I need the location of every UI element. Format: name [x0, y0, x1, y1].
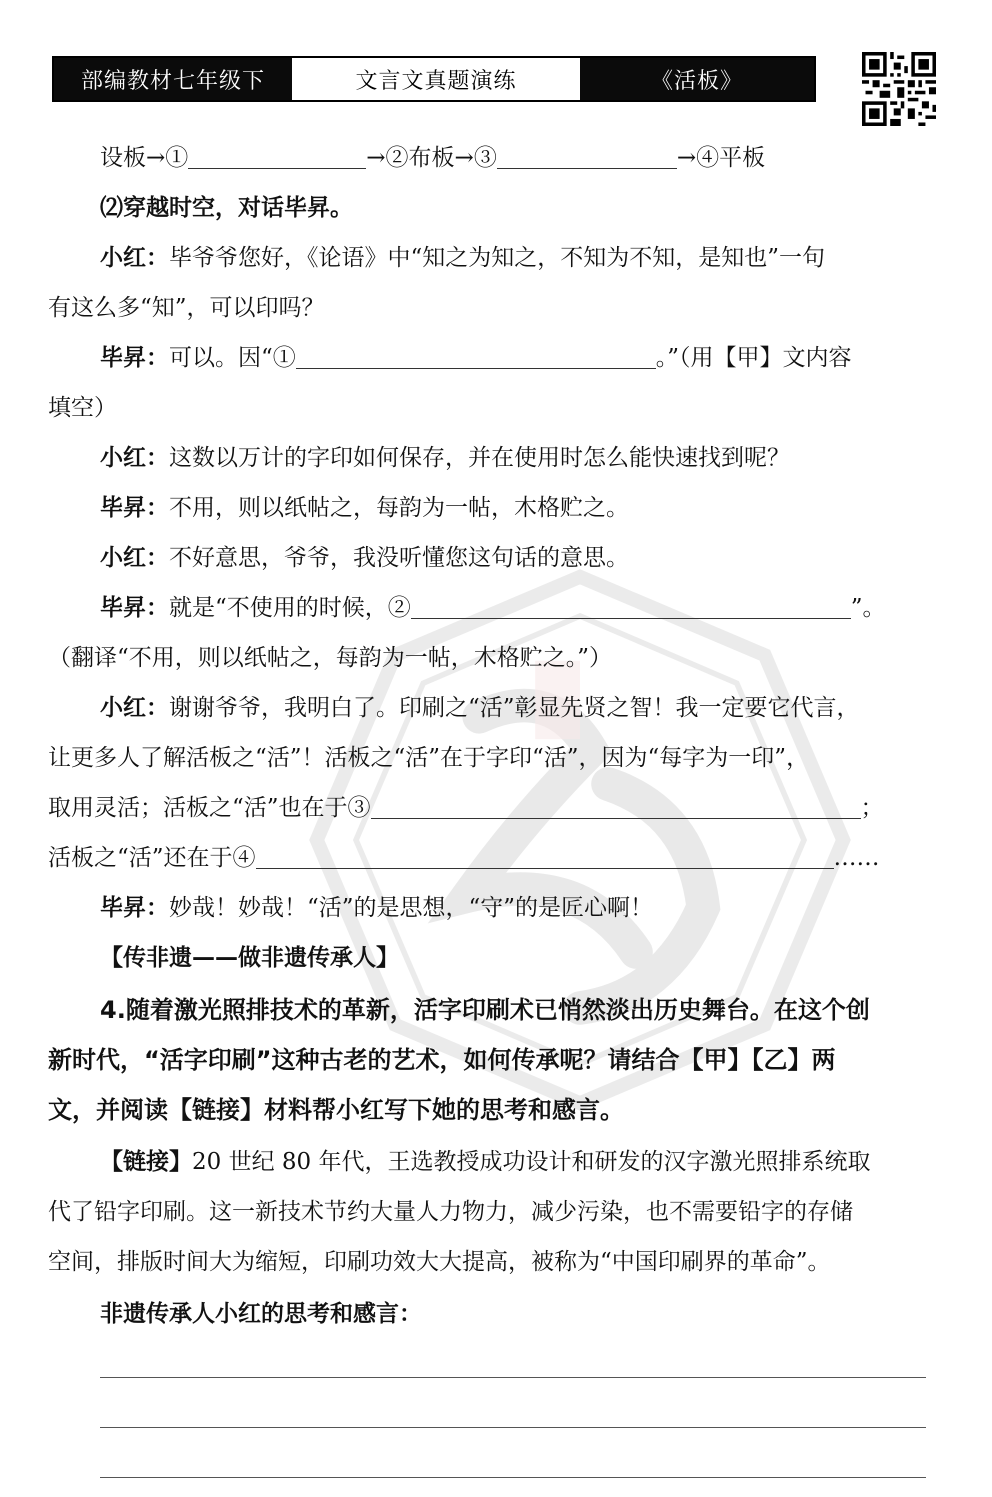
subquestion-2: ⑵穿越时空，对话毕昇。 — [100, 195, 353, 221]
dialog-line: 毕昇：不用，则以纸帖之，每韵为一帖，木格贮之。 — [100, 495, 629, 521]
answer-writing-line[interactable] — [100, 1427, 926, 1428]
dialog-continuation: 填空） — [48, 395, 117, 421]
dialog-continuation: 让更多人了解活板之“活”！活板之“活”在于字印“活”，因为“每字为一印”， — [48, 745, 810, 771]
dialog-line: 毕昇：就是“不使用的时候，② ”。 — [100, 595, 886, 621]
fill-sequence-line: 设板→① →②布板→③ →④平板 — [100, 145, 766, 171]
dialog-continuation: 取用灵活；活板之“活”也在于③ ； — [48, 795, 884, 821]
answer-writing-line[interactable] — [100, 1477, 926, 1478]
translation-note: （翻译“不用，则以纸帖之，每韵为一帖，木格贮之。”） — [48, 645, 613, 671]
link-paragraph-continuation: 空间，排版时间大为缩短，印刷功效大大提高，被称为“中国印刷界的革命”。 — [48, 1249, 831, 1275]
dialog-line: 小红：毕爷爷您好，《论语》中“知之为知之，不知为不知，是知也”一句 — [100, 245, 826, 271]
dialog-line: 毕昇：可以。因“① 。”（用【甲】文内容 — [100, 345, 852, 371]
answer-writing-line[interactable] — [100, 1377, 926, 1378]
dialog-line: 毕昇：妙哉！妙哉！“活”的是思想，“守”的是匠心啊！ — [100, 895, 654, 921]
dialog-continuation: 活板之“活”还在于④ …… — [48, 845, 880, 871]
header-section: 文言文真题演练 — [292, 58, 580, 100]
dialog-continuation: 有这么多“知”，可以印吗？ — [48, 295, 325, 321]
answer-blank-3[interactable] — [371, 794, 861, 819]
answer-blank-3[interactable] — [497, 144, 677, 169]
header-grade: 部编教材七年级下 — [54, 58, 292, 100]
answer-blank-4[interactable] — [256, 844, 834, 869]
question-4: 4.随着激光照排技术的革新，活字印刷术已悄然淡出历史舞台。在这个创 — [100, 996, 870, 1024]
answer-blank-1[interactable] — [188, 144, 366, 169]
header-bar — [52, 56, 816, 102]
answer-blank-2[interactable] — [411, 594, 851, 619]
dialog-line: 小红：谢谢爷爷，我明白了。印刷之“活”彰显先贤之智！我一定要它代言， — [100, 695, 860, 721]
answer-prompt: 非遗传承人小红的思考和感言： — [100, 1301, 422, 1327]
link-paragraph-continuation: 代了铅字印刷。这一新技术节约大量人力物力，减少污染，也不需要铅字的存储 — [48, 1199, 853, 1225]
header-title: 《活板》 — [580, 58, 814, 100]
qr-code-icon — [862, 52, 936, 126]
question-4-continuation: 新时代，“活字印刷”这种古老的艺术，如何传承呢？请结合【甲】【乙】两 — [48, 1046, 836, 1074]
link-paragraph: 【链接】20 世纪 80 年代，王选教授成功设计和研发的汉字激光照排系统取 — [100, 1149, 871, 1175]
dialog-line: 小红：不好意思，爷爷，我没听懂您这句话的意思。 — [100, 545, 629, 571]
section-heading: 【传非遗——做非遗传承人】 — [100, 945, 399, 971]
answer-blank-1[interactable] — [296, 344, 656, 369]
question-4-continuation: 文，并阅读【链接】材料帮小红写下她的思考和感言。 — [48, 1096, 624, 1124]
dialog-line: 小红：这数以万计的字印如何保存，并在使用时怎么能快速找到呢？ — [100, 445, 790, 471]
